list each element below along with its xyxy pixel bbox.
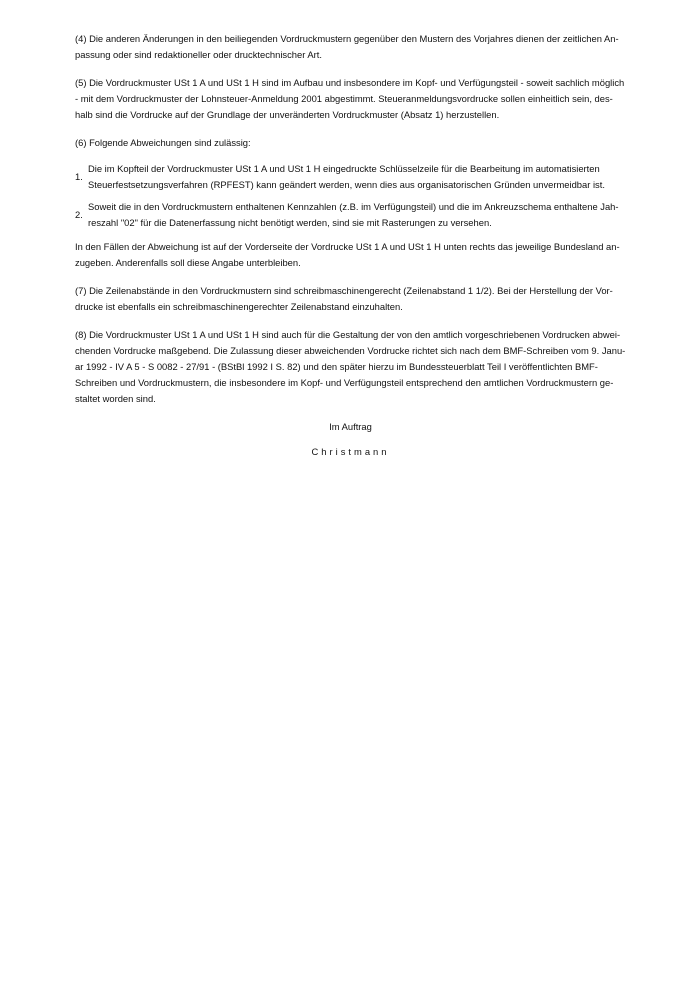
paragraph-line: - mit dem Vordruckmuster der Lohnsteuer-Anmeldung 2001 abgestimmt. Steueranmeldungsvordrucke sollen einheitlich sein, des- xyxy=(75,93,613,104)
document-body xyxy=(75,31,626,460)
paragraph-7 xyxy=(75,283,626,315)
paragraph-line: Schreiben und Vordruckmustern, die insbesondere im Kopf- und Verfügungsteil entsprechend den amtlichen Vordruckmustern ge- xyxy=(75,377,614,388)
paragraph-line: (7) Die Zeilenabstände in den Vordruckmustern sind schreibmaschinengerecht (Zeilenabstand 1 1/2). Bei der Herstellung der Vor- xyxy=(75,285,613,296)
signer-name: Christmann xyxy=(311,446,390,457)
closing-block xyxy=(75,419,626,460)
paragraph-line: staltet worden sind. xyxy=(75,393,156,404)
paragraph-line: (5) Die Vordruckmuster USt 1 A und USt 1 H sind im Aufbau und insbesondere im Kopf- und Verfügungsteil - soweit sachlich möglich xyxy=(75,77,625,88)
paragraph-5 xyxy=(75,75,626,123)
list-item-line: reszahl "02" für die Datenerfassung nicht benötigt werden, sind sie mit Rasterungen zu versehen. xyxy=(88,217,492,228)
list-item xyxy=(75,199,626,231)
list-item-line: Die im Kopfteil der Vordruckmuster USt 1 A und USt 1 H eingedruckte Schlüsselzeile für die Bearbeitung im automatisierten xyxy=(88,163,600,174)
paragraph-line: In den Fällen der Abweichung ist auf der Vorderseite der Vordrucke USt 1 A und USt 1 H unten rechts das jeweilige Bundesland an- xyxy=(75,241,620,252)
paragraph-line: passung oder sind redaktioneller oder drucktechnischer Art. xyxy=(75,49,323,60)
list-item-number: 2. xyxy=(75,209,83,220)
list-item xyxy=(75,161,626,193)
list-item-line: Steuerfestsetzungsverfahren (RPFEST) kann geändert werden, wenn dies aus organisatorischen Gründen unvermeidbar ist. xyxy=(88,179,605,190)
deviation-list xyxy=(75,161,626,231)
paragraph-line: ar 1992 - IV A 5 - S 0082 - 27/91 - (BStBl 1992 I S. 82) und den später hierzu im Bundessteuerblatt Teil I veröffentlichten BMF- xyxy=(75,361,598,372)
paragraph-abweichung xyxy=(75,239,626,271)
paragraph-line: halb sind die Vordrucke auf der Grundlage der unveränderten Vordruckmuster (Absatz 1) herzustellen. xyxy=(75,109,500,120)
paragraph-4 xyxy=(75,31,626,63)
list-item-number: 1. xyxy=(75,171,83,182)
paragraph-line: (4) Die anderen Änderungen in den beiliegenden Vordruckmustern gegenüber den Mustern des Vorjahres dienen der zeitlichen An- xyxy=(75,33,619,44)
paragraph-line: chenden Vordrucke maßgebend. Die Zulassung dieser abweichenden Vordrucke richtet sich nach dem BMF-Schreiben vom 9. Janu- xyxy=(75,345,626,356)
paragraph-line: zugeben. Anderenfalls soll diese Angabe unterbleiben. xyxy=(75,257,301,268)
list-item-line: Soweit die in den Vordruckmustern enthaltenen Kennzahlen (z.B. im Verfügungsteil) und die im Ankreuzschema enthaltene Jah- xyxy=(88,201,619,212)
paragraph-6 xyxy=(75,135,626,151)
paragraph-8 xyxy=(75,327,626,407)
paragraph-line: (8) Die Vordruckmuster USt 1 A und USt 1 H sind auch für die Gestaltung der von den amtlich vorgeschriebenen Vordrucken abwei- xyxy=(75,329,621,340)
paragraph-line: drucke ist ebenfalls ein schreibmaschinengerechter Zeilenabstand einzuhalten. xyxy=(75,301,403,312)
paragraph-line: (6) Folgende Abweichungen sind zulässig: xyxy=(75,137,251,148)
closing-auftrag: Im Auftrag xyxy=(329,421,372,432)
